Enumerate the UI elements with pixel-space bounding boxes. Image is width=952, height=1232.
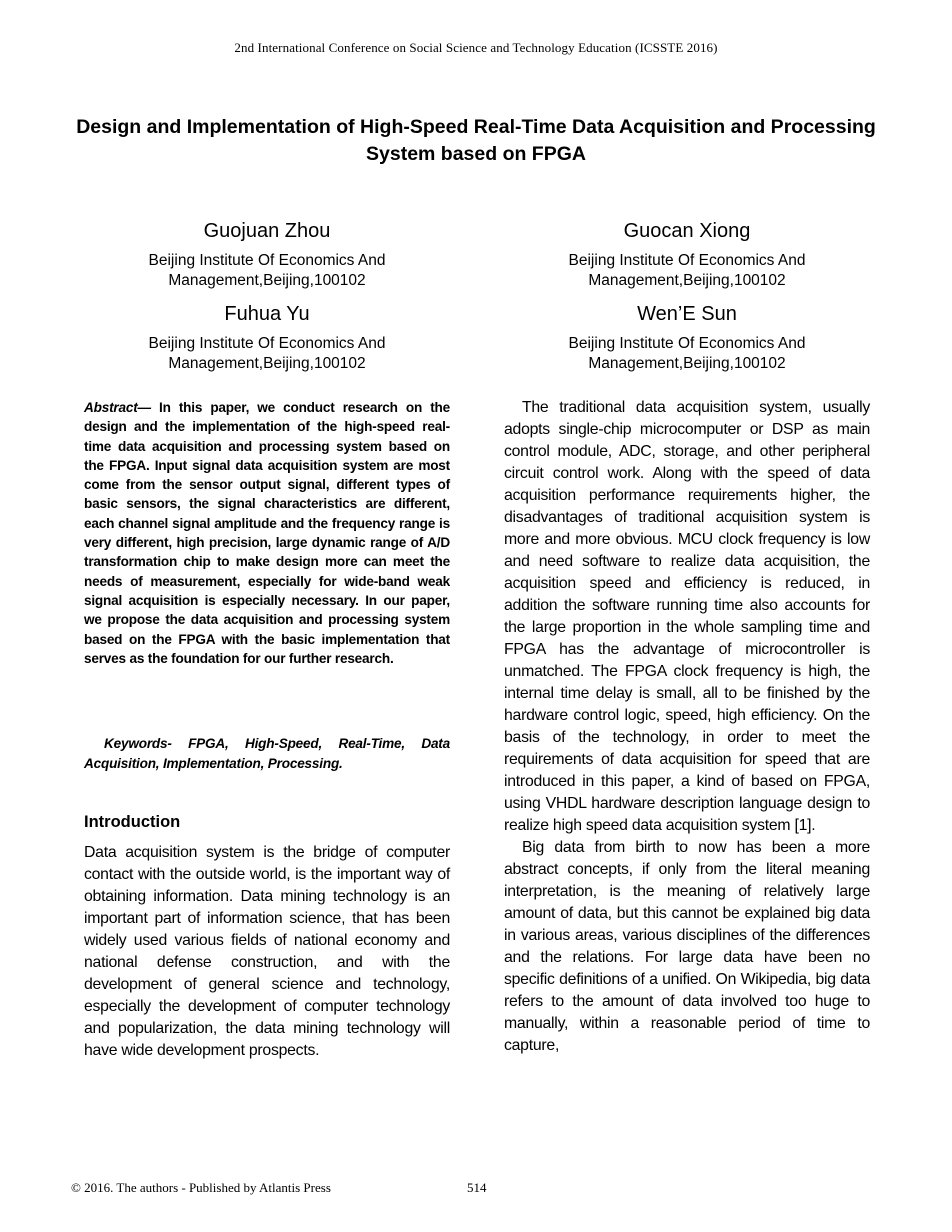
author-name: Guojuan Zhou <box>203 220 331 242</box>
author-affiliation: Beijing Institute Of Economics And Management,Beijing,100102 <box>148 335 386 372</box>
body-paragraph: Big data from birth to now has been a more abstract concepts, if only from the literal meaning interpretation, is the meaning of relatively large amount of data, but this cannot be explained big data in various areas, various disciplines of the differences and the relations. For large data have been no specific definitions of a unified. On Wikipedia, big data refers to the amount of data involved too huge to manually, within a reasonable period of time to capture, <box>504 839 870 1054</box>
author-name: Guocan Xiong <box>623 220 751 242</box>
author-affiliation: Beijing Institute Of Economics And Management,Beijing,100102 <box>568 335 806 372</box>
paper-title: Design and Implementation of High-Speed Real-Time Data Acquisition and Processing System based on FPGA <box>76 116 876 165</box>
body-paragraph: The traditional data acquisition system, usually adopts single-chip microcomputer or DSP as main control module, ADC, storage, and other peripheral circuit control work. Along with the speed of data acquisition performance requirements higher, the disadvantages of traditional acquisition system is more and more obvious. MCU clock frequency is low and need software to realize data acquisition, the acquisition speed and efficiency is reduced, in addition the software running time also accounts for the large proportion in the whole sampling time and FPGA has the advantage of microcontroller is unmatched. The FPGA clock frequency is high, the internal time delay is small, all to be finished by the hardware control logic, speed, high efficiency. On the basis of the technology, in order to meet the requirements of data acquisition for speed that are introduced in this paper, a kind of based on FPGA, using VHDL hardware description language design to realize high speed data acquisition system [1]. <box>504 399 870 834</box>
footer-copyright: © 2016. The authors - Published by Atlantis Press <box>71 1180 331 1195</box>
keywords: Keywords- FPGA, High-Speed, Real-Time, Data Acquisition, Implementation, Processing. <box>84 736 450 771</box>
author-block-4 <box>487 301 887 374</box>
author-affiliation: Beijing Institute Of Economics And Management,Beijing,100102 <box>568 252 806 289</box>
page-number: 514 <box>467 1180 487 1195</box>
abstract-text: In this paper, we conduct research on the design and the implementation of the high-speed real-time data acquisition and processing system based on the FPGA. Input signal data acquisition system are most come from the sensor output signal, different types of basic sensors, the signal characteristics are different, each channel signal amplitude and the frequency range is very different, high precision, large dynamic range of A/D transformation chip to make design more can meet the needs of measurement, especially for wide-band weak signal acquisition is especially necessary. In our paper, we propose the data acquisition and processing system based on the FPGA with the basic implementation that serves as the foundation for our further research. <box>84 400 450 666</box>
abstract <box>84 398 450 668</box>
section-heading-introduction: Introduction <box>84 813 181 831</box>
author-block-1 <box>67 218 467 291</box>
author-name: Fuhua Yu <box>224 303 310 325</box>
author-block-3 <box>67 301 467 374</box>
conference-header: 2nd International Conference on Social Science and Technology Education (ICSSTE 2016) <box>234 40 718 55</box>
author-affiliation: Beijing Institute Of Economics And Management,Beijing,100102 <box>148 252 386 289</box>
right-column-body <box>504 397 870 1057</box>
abstract-label: Abstract— <box>84 400 151 415</box>
body-paragraph: Data acquisition system is the bridge of computer contact with the outside world, is the important way of obtaining information. Data mining technology is an important part of information science, that has been widely used various fields of national economy and national defense construction, and with the development of general science and technology, especially the development of computer technology and popularization, the data mining technology will have wide development prospects. <box>84 844 450 1059</box>
author-name: Wen’E Sun <box>637 303 737 325</box>
introduction-body <box>84 842 450 1062</box>
author-block-2 <box>487 218 887 291</box>
